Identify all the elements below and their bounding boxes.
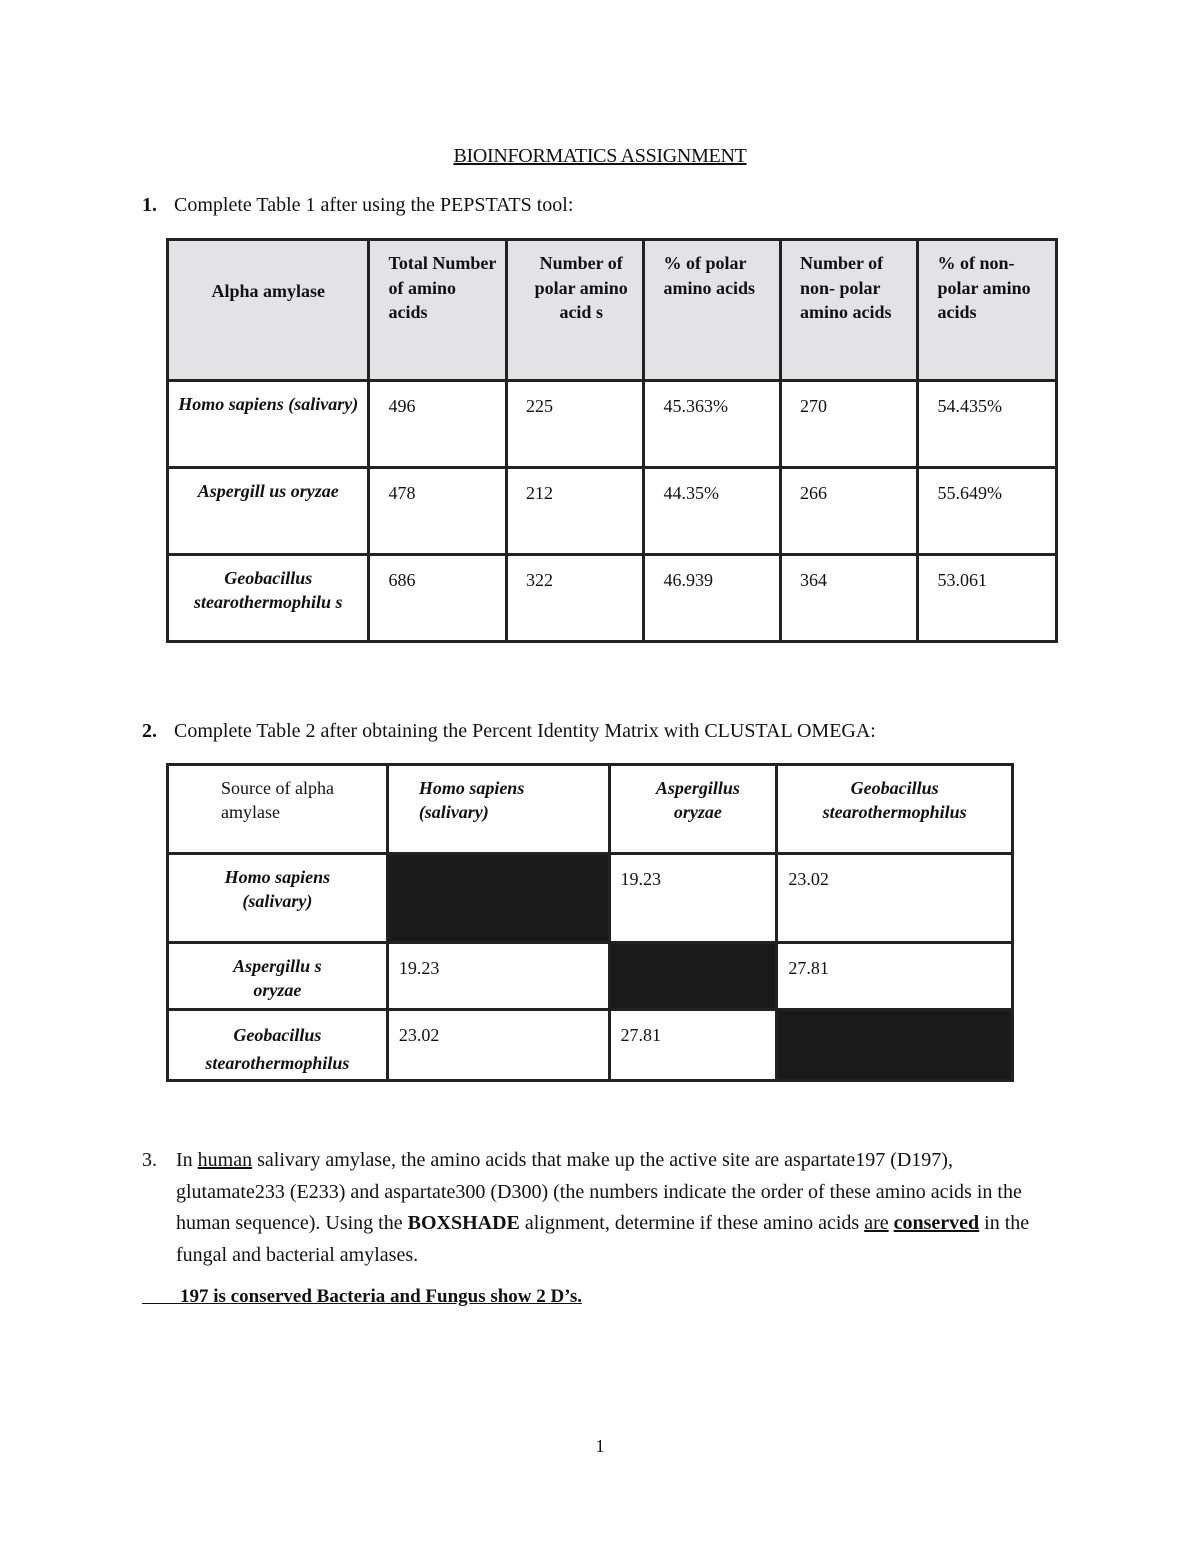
table1-header-cell: % of polar amino acids (644, 240, 781, 381)
table-cell: 19.23 (609, 854, 777, 943)
table-cell: 19.23 (387, 943, 609, 1010)
identity-matrix-table (166, 763, 1014, 1082)
table-cell: 496 (369, 381, 506, 468)
table2-header-row (168, 765, 1013, 854)
table1-header-row (168, 240, 1057, 381)
table-cell: 270 (780, 381, 917, 468)
document-title: BIOINFORMATICS ASSIGNMENT (453, 145, 747, 167)
row-label: Aspergill us oryzae (168, 468, 369, 555)
table-cell: 23.02 (777, 854, 1013, 943)
row-label: Homo sapiens (salivary) (168, 854, 388, 943)
table-row (168, 555, 1057, 642)
table-row (168, 468, 1057, 555)
row-label: Geobacillus stearothermophilu s (168, 555, 369, 642)
diagonal-cell (609, 943, 777, 1010)
table-row (168, 854, 1013, 943)
question-1-text: Complete Table 1 after using the PEPSTATS tool: (174, 194, 574, 216)
table1-header-cell: Number of polar amino acid s (506, 240, 644, 381)
table-cell: 53.061 (918, 555, 1057, 642)
table-row (168, 943, 1013, 1010)
table-cell: 27.81 (609, 1010, 777, 1081)
row-label: Geobacillus stearothermophilus (168, 1010, 388, 1081)
row-label: Homo sapiens (salivary) (168, 381, 369, 468)
question-3-number: 3. (142, 1149, 157, 1171)
table1-header-cell: Alpha amylase (168, 240, 369, 381)
answer-text: 197 is conserved Bacteria and Fungus show 2 D’s. (180, 1286, 583, 1307)
table1-header-cell: % of non- polar amino acids (918, 240, 1057, 381)
question-2-text: Complete Table 2 after obtaining the Percent Identity Matrix with CLUSTAL OMEGA: (174, 720, 876, 742)
table-cell: 364 (780, 555, 917, 642)
question-2 (142, 716, 876, 747)
table-cell: 322 (506, 555, 644, 642)
table-cell: 54.435% (918, 381, 1057, 468)
question-1 (142, 190, 573, 221)
table-cell: 44.35% (644, 468, 781, 555)
table1-header-cell: Number of non- polar amino acids (780, 240, 917, 381)
page-number: 1 (595, 1436, 605, 1456)
table2-header-cell: Aspergillus oryzae (609, 765, 777, 854)
question-2-number: 2. (142, 720, 157, 742)
question-3-text: In human salivary amylase, the amino acids that make up the active site are aspartate197 (D197), glutamate233 (E233) and aspartate300 (D300) (the numbers indicate the order of these amino acids in the human sequence). Using the BOXSHADE alignment, determine if these amino acids are conserved in the fungal and bacterial amylases. (176, 1149, 1030, 1266)
table-cell: 478 (369, 468, 506, 555)
table-cell: 212 (506, 468, 644, 555)
diagonal-cell (777, 1010, 1013, 1081)
table-cell: 225 (506, 381, 644, 468)
table-cell: 46.939 (644, 555, 781, 642)
pepstats-table (166, 238, 1058, 643)
table-cell: 266 (780, 468, 917, 555)
diagonal-cell (387, 854, 609, 943)
table-cell: 45.363% (644, 381, 781, 468)
row-label: Aspergillu s oryzae (168, 943, 388, 1010)
table2-corner-cell: Source of alpha amylase (168, 765, 388, 854)
table-cell: 27.81 (777, 943, 1013, 1010)
table-cell: 55.649% (918, 468, 1057, 555)
question-1-number: 1. (142, 194, 157, 216)
table1-header-cell: Total Number of amino acids (369, 240, 506, 381)
table2-header-cell: Homo sapiens (salivary) (387, 765, 609, 854)
table-row (168, 381, 1057, 468)
table2-header-cell: Geobacillus stearothermophilus (777, 765, 1013, 854)
table-cell: 23.02 (387, 1010, 609, 1081)
question-3 (142, 1145, 1062, 1271)
table-cell: 686 (369, 555, 506, 642)
table-row (168, 1010, 1013, 1081)
